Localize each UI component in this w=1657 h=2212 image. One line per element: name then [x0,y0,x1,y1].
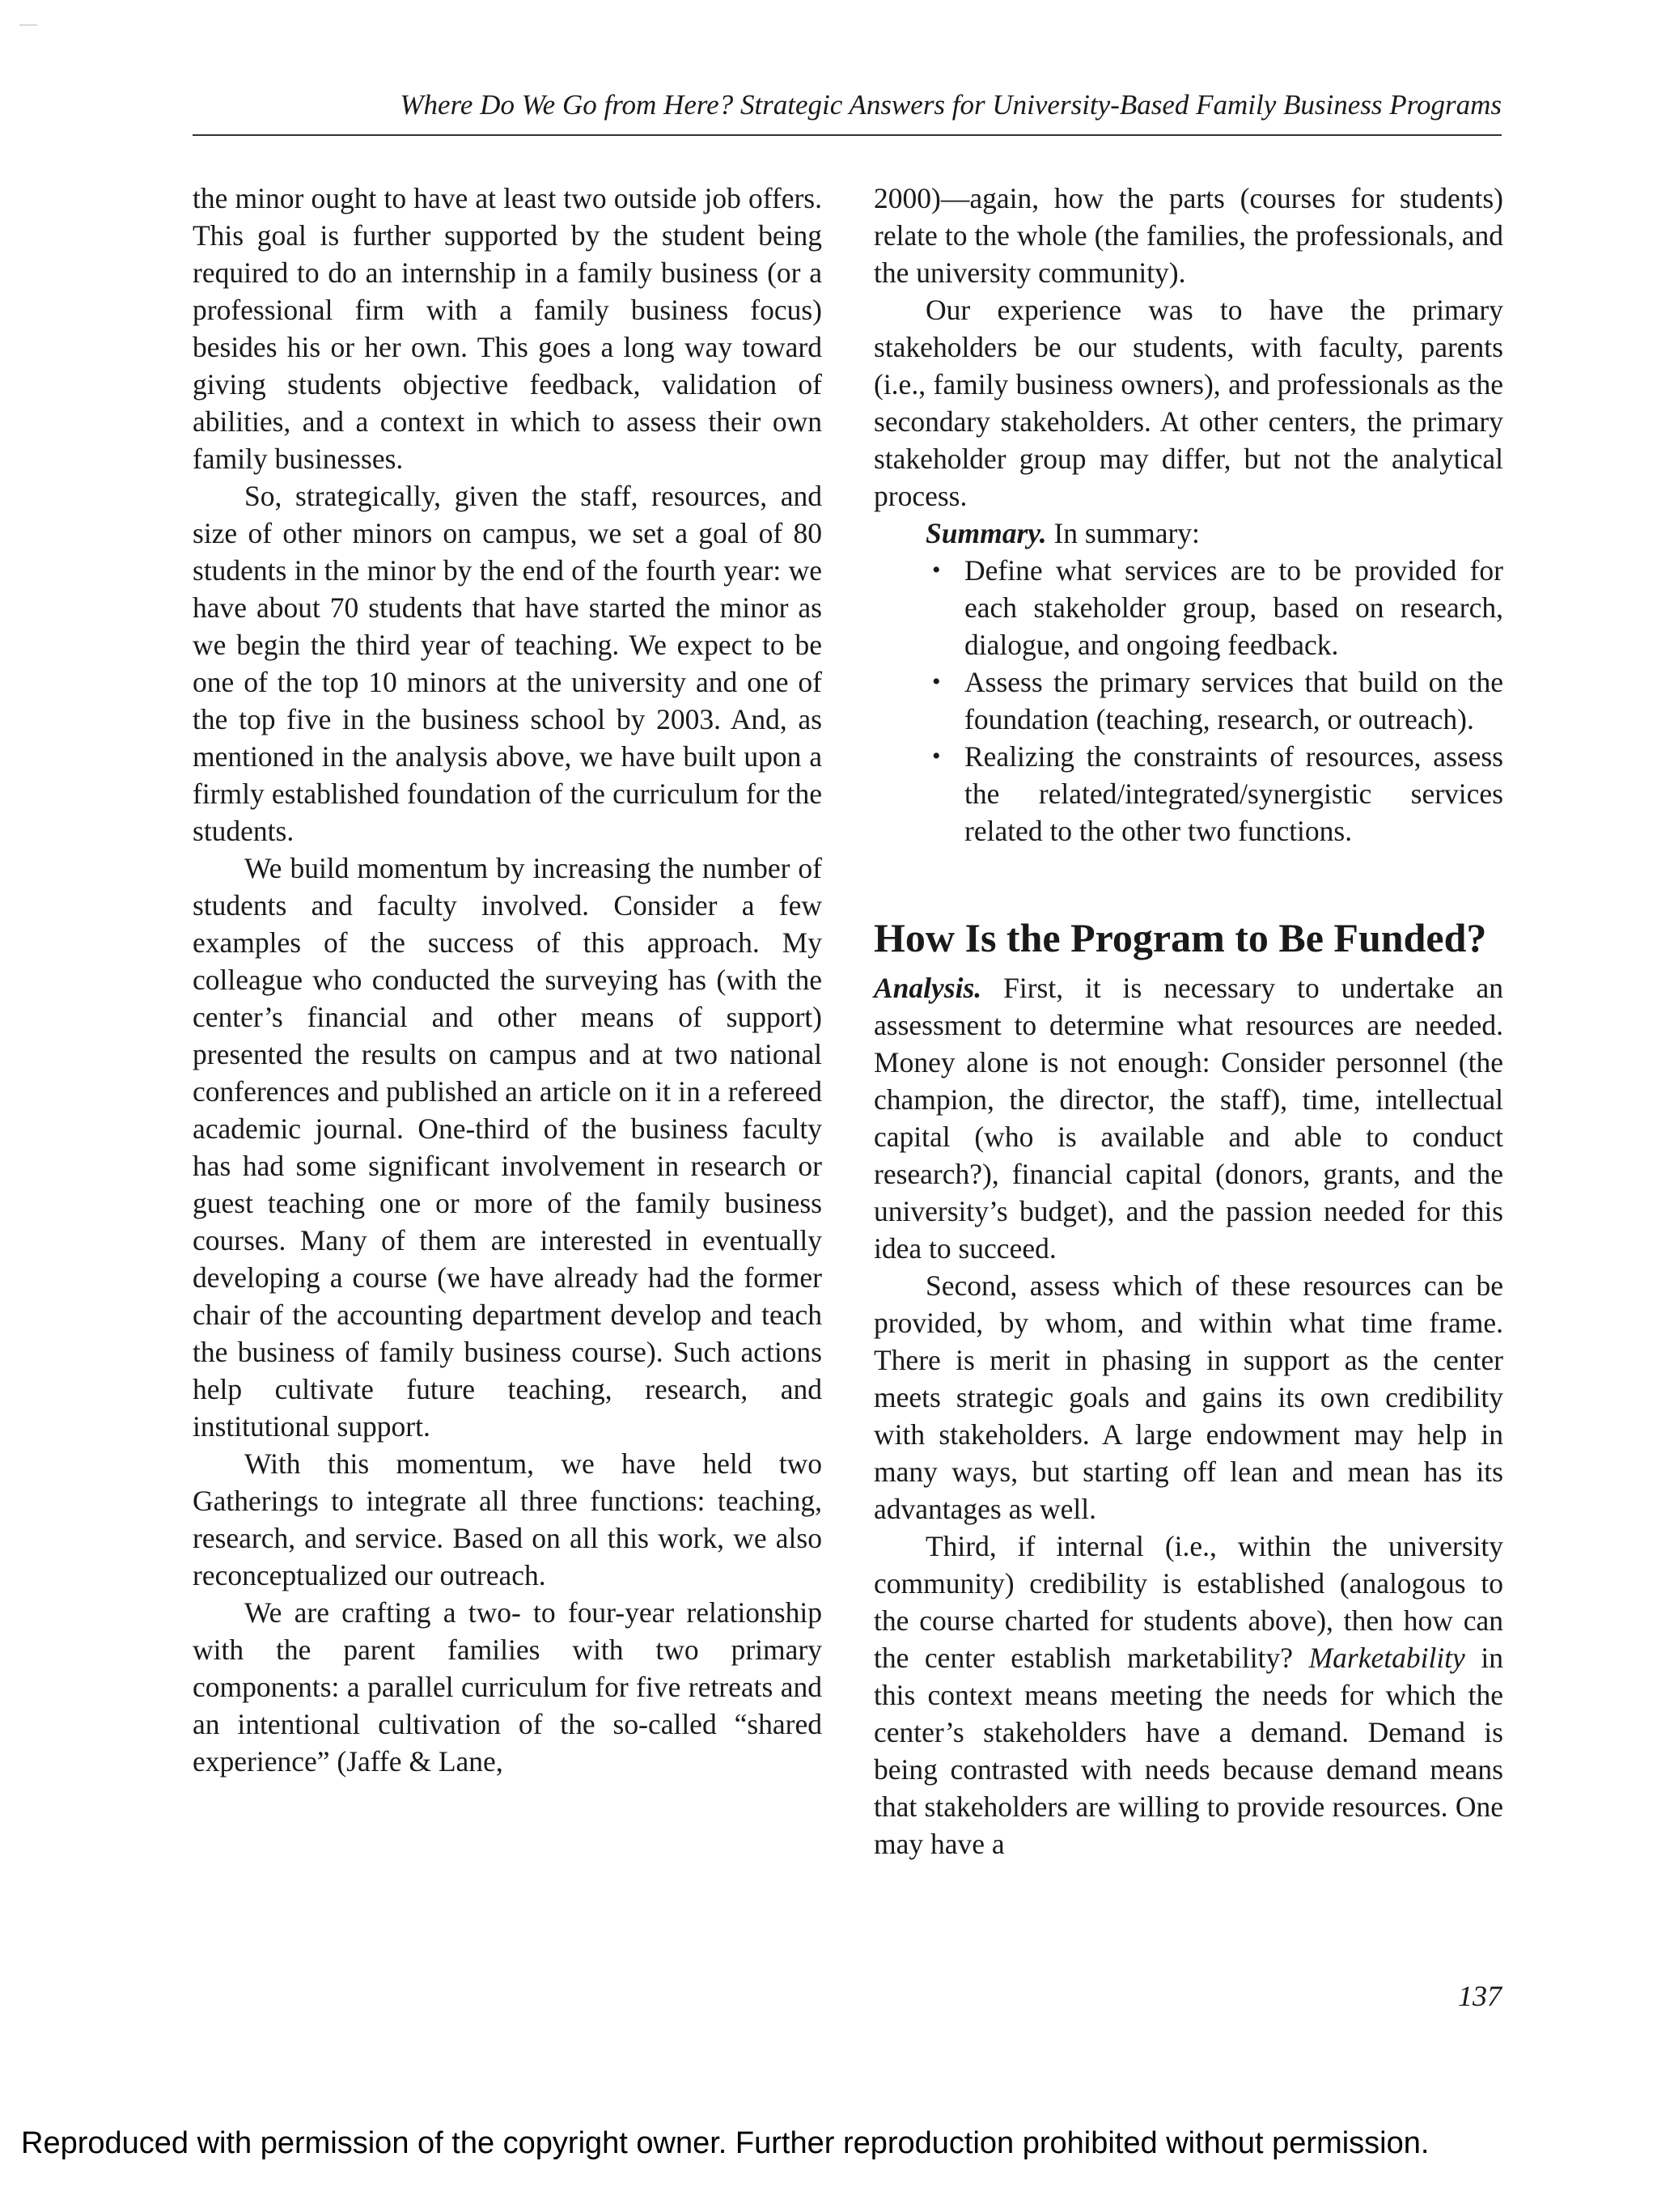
paragraph-second: Second, assess which of these resources can be provided, by whom, and within what time frame. There is merit in phasing in support as the center meets strategic goals and gains its own credibility with stakeholders. A large endowment may help in many ways, but starting off lean and mean has its advantages as well. [874,1269,1503,1525]
paragraph-gatherings: With this momentum, we have held two Gatherings to integrate all three functions: teaching, research, and service. Based on all this work, we also reconceptualized our outreach. [193,1447,822,1591]
third-text-end: in this context means meeting the needs for which the center’s stakeholders have a demand. Demand is being contrasted with needs because demand means that stakeholders are willing to provide resources. One may have a [874,1642,1503,1860]
paragraph-continuation: the minor ought to have at least two outside job offers. This goal is further supported by the student being required to do an internship in a family business (or a professional firm with a family business focus) besides his or her own. This goes a long way toward giving students objective feedback, validation of abilities, and a context in which to assess their own family businesses. [193,182,822,475]
bullet-icon: • [932,557,941,583]
section-heading: How Is the Program to Be Funded? [874,915,1487,960]
analysis-paragraph [874,969,1503,1267]
running-head: Where Do We Go from Here? Strategic Answers for University-Based Family Business Programs [400,89,1502,121]
summary-text: In summary: [1046,517,1200,549]
reproduction-notice: Reproduced with permission of the copyright owner. Further reproduction prohibited without permission. [21,2126,1430,2160]
analysis-label: Analysis. [874,972,982,1004]
paragraph-continuation-right: 2000)—again, how the parts (courses for students) relate to the whole (the families, the professionals, and the university community). [874,182,1503,289]
bullet-text: Realizing the constraints of resources, assess the related/integrated/synergistic services related to the other two functions. [964,740,1503,847]
paragraph-strategy: So, strategically, given the staff, resources, and size of other minors on campus, we set a goal of 80 students in the minor by the end of the fourth year: we have about 70 students that have started the minor as we begin the third year of teaching. We expect to be one of the top 10 minors at the university and one of the top five in the business school by 2003. And, as mentioned in the analysis above, we have built upon a firmly established foundation of the curriculum for the students. [193,480,822,847]
summary-paragraph [874,515,1503,552]
page-number: 137 [1458,1980,1502,2012]
list-item [932,738,1503,850]
left-column [193,180,822,1780]
paragraph-stakeholders: Our experience was to have the primary stakeholders be our students, with faculty, parents (i.e., family business owners), and professionals as the secondary stakeholders. At other centers, the primary stakeholder group may differ, but not the analytical process. [874,294,1503,512]
paragraph-momentum: We build momentum by increasing the number of students and faculty involved. Consider a few examples of the success of this approach. My colleague who conducted the surveying has (with the center’s financial and other means of support) presented the results on campus and at two national conferences and published an article on it in a refereed academic journal. One-third of the business faculty has had some significant involvement in research or guest teaching one or more of the family business courses. Many of them are interested in eventually developing a course (we have already had the former chair of the accounting department develop and teach the business of family business course). Such actions help cultivate future teaching, research, and institutional support. [193,852,822,1443]
bullet-icon: • [932,743,941,769]
scan-corner-mark [19,24,37,26]
bullet-icon: • [932,668,941,695]
paragraph-crafting: We are crafting a two- to four-year relationship with the parent families with two primary components: a parallel curriculum for five retreats and an intentional cultivation of the so-called “shared experience” (Jaffe & Lane, [193,1596,822,1778]
bullet-text: Define what services are to be provided for each stakeholder group, based on research, dialogue, and ongoing feedback. [964,554,1503,661]
summary-bullet-list [874,552,1503,850]
marketability-term: Marketability [1308,1642,1465,1674]
bullet-text: Assess the primary services that build on the foundation (teaching, research, or outreach). [964,666,1503,735]
analysis-text: First, it is necessary to undertake an assessment to determine what resources are needed. Money alone is not enough: Consider personnel (the champion, the director, the staff), time, intellectual capital (who is available and able to conduct research?), financial capital (donors, grants, and the university’s budget), and the passion needed for this idea to succeed. [874,972,1503,1265]
right-column [874,180,1503,1862]
header-rule [193,134,1502,136]
paragraph-third [874,1528,1503,1862]
summary-label: Summary. [926,517,1047,549]
list-item [932,663,1503,738]
third-text-start: Third, if internal (i.e., within the university community) credibility is established (analogous to the course charted for students above), then how can the center establish marketability? [874,1530,1503,1674]
list-item [932,552,1503,663]
